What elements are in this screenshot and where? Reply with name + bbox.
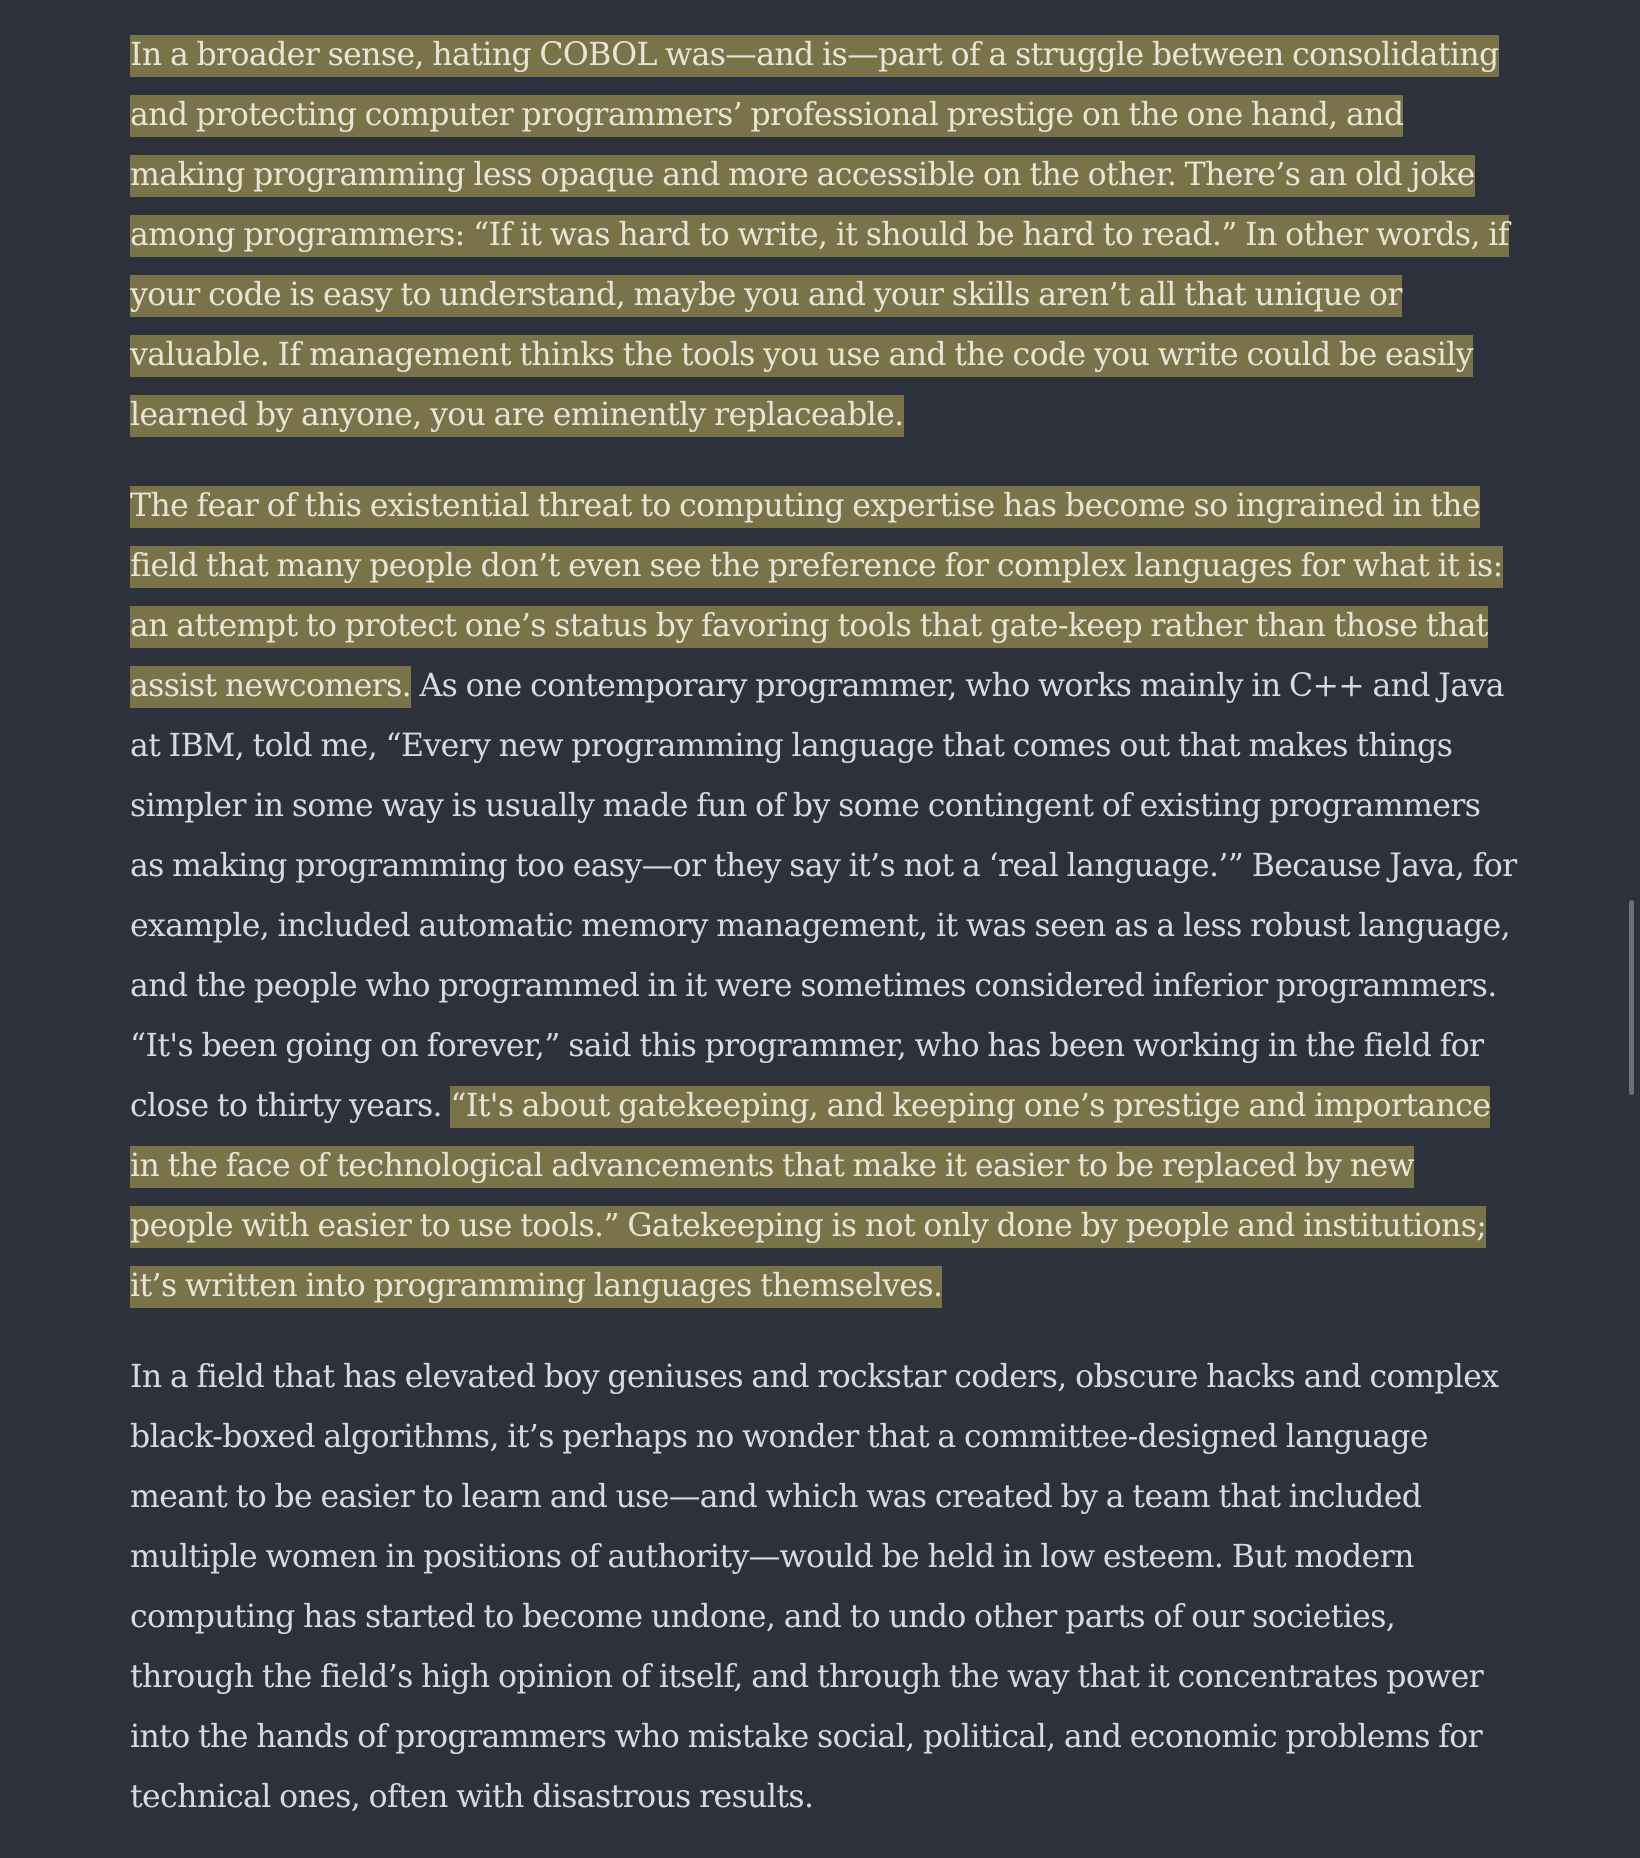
highlight-2[interactable]: The fear of this existential threat to computing expertise has become so ingrained in the field that many people don’t even see the preference for complex languages for what it is: an attempt to protect one’s status by favoring tools that gate-keep rather than those that assist newcomers. [130,486,1503,708]
vertical-scrollbar[interactable] [1629,900,1634,1095]
article-body [130,25,1520,1858]
paragraph-2 [130,476,1520,1316]
paragraph-3 [130,1347,1520,1827]
paragraph-2-text: As one contemporary programmer, who works mainly in C++ and Java at IBM, told me, “Every new programming language that comes out that makes things simpler in some way is usually made fun of by some contingent of existing programmers as making programming too easy—or they say it’s not a ‘real language.’” Because Java, for example, included automatic memory management, it was seen as a less robust language, and the people who programmed in it were sometimes considered inferior programmers. “It's been going on forever,” said this programmer, who has been working in the field for close to thirty years. [130,668,1517,1124]
highlight-1[interactable]: In a broader sense, hating COBOL was—and is—part of a struggle between consolidating and protecting computer programmers’ professional prestige on the one hand, and making programming less opaque and more accessible on the other. There’s an old joke among programmers: “If it was hard to write, it should be hard to read.” In other words, if your code is easy to understand, maybe you and your skills aren’t all that unique or valuable. If management thinks the tools you use and the code you write could be easily learned by anyone, you are eminently replaceable. [130,35,1509,437]
paragraph-1 [130,25,1520,445]
highlight-3[interactable]: “It's about gatekeeping, and keeping one’s prestige and importance in the face of technological advancements that make it easier to be replaced by new people with easier to use tools.” Gatekeeping is not only done by people and institutions; it’s written into programming languages themselves. [130,1086,1490,1308]
paragraph-3-text: In a field that has elevated boy geniuses and rockstar coders, obscure hacks and complex black-boxed algorithms, it’s perhaps no wonder that a committee-designed language meant to be easier to learn and use—and which was created by a team that included multiple women in positions of authority—would be held in low esteem. But modern computing has started to become undone, and to undo other parts of our societies, through the field’s high opinion of itself, and through the way that it concentrates power into the hands of programmers who mistake social, political, and economic problems for technical ones, often with disastrous results. [130,1359,1499,1815]
